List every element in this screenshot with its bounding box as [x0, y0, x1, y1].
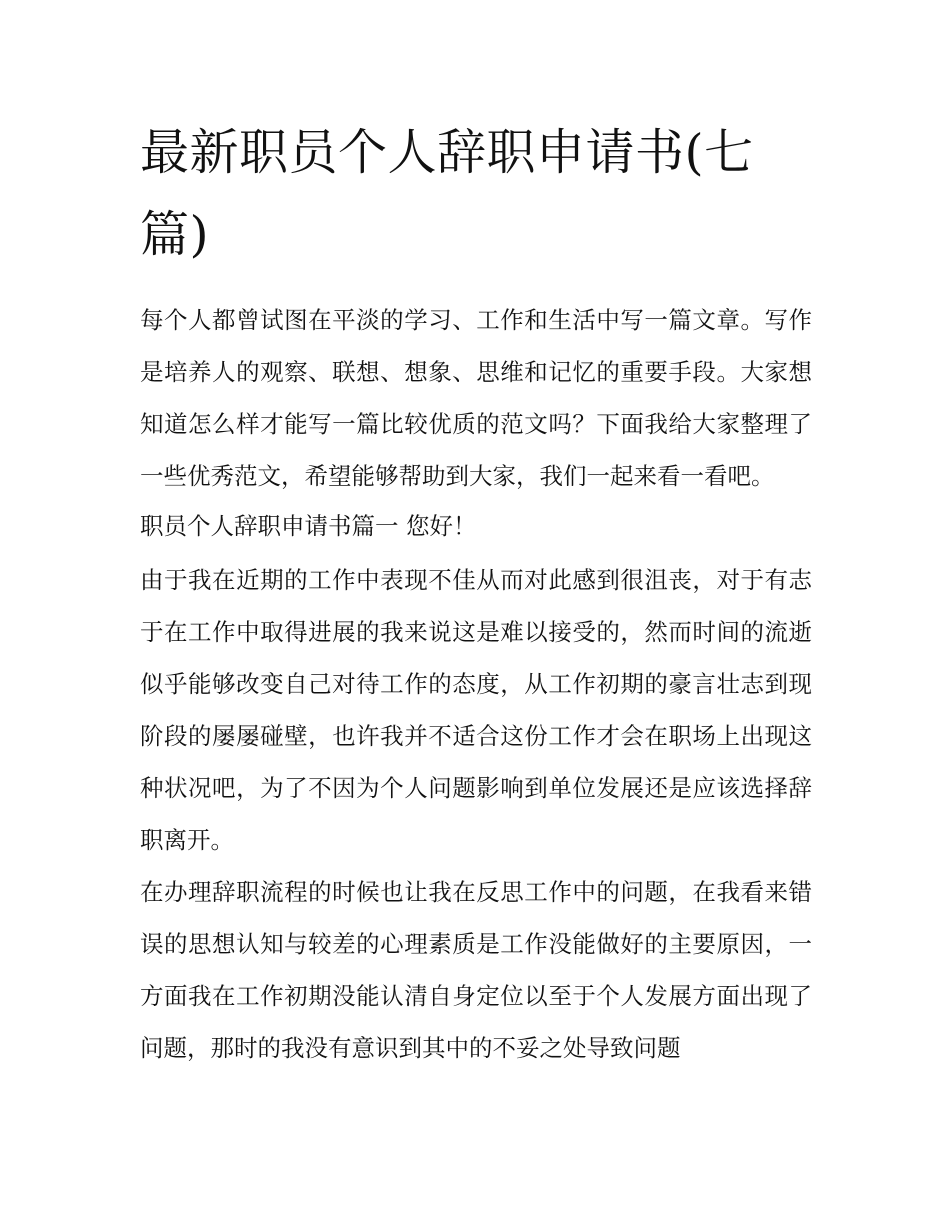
intro-paragraph: 每个人都曾试图在平淡的学习、工作和生活中写一篇文章。写作是培养人的观察、联想、想象、思维和记忆的重要手段。大家想知道怎么样才能写一篇比较优质的范文吗？下面我给大家整理了一些优秀范文，希望能够帮助到大家，我们一起来看一看吧。 — [140, 306, 812, 490]
body-paragraph: 由于我在近期的工作中表现不佳从而对此感到很沮丧，对于有志于在工作中取得进展的我来说这是难以接受的，然而时间的流逝似乎能够改变自己对待工作的态度，从工作初期的豪言壮志到现阶段的屡屡碰壁，也许我并不适合这份工作才会在职场上出现这种状况吧，为了不因为个人问题影响到单位发展还是应该选择辞职离开。 — [140, 566, 812, 854]
document-title: 最新职员个人辞职申请书(七篇) — [140, 124, 754, 263]
document-body — [140, 294, 812, 1074]
section-heading: 职员个人辞职申请书篇一 您好！ — [140, 512, 477, 540]
document-page — [140, 112, 812, 1074]
body-paragraph: 在办理辞职流程的时候也让我在反思工作中的问题，在我看来错误的思想认知与较差的心理素质是工作没能做好的主要原因，一方面我在工作初期没能认清自身定位以至于个人发展方面出现了问题，那时的我没有意识到其中的不妥之处导致问题 — [140, 878, 812, 1062]
